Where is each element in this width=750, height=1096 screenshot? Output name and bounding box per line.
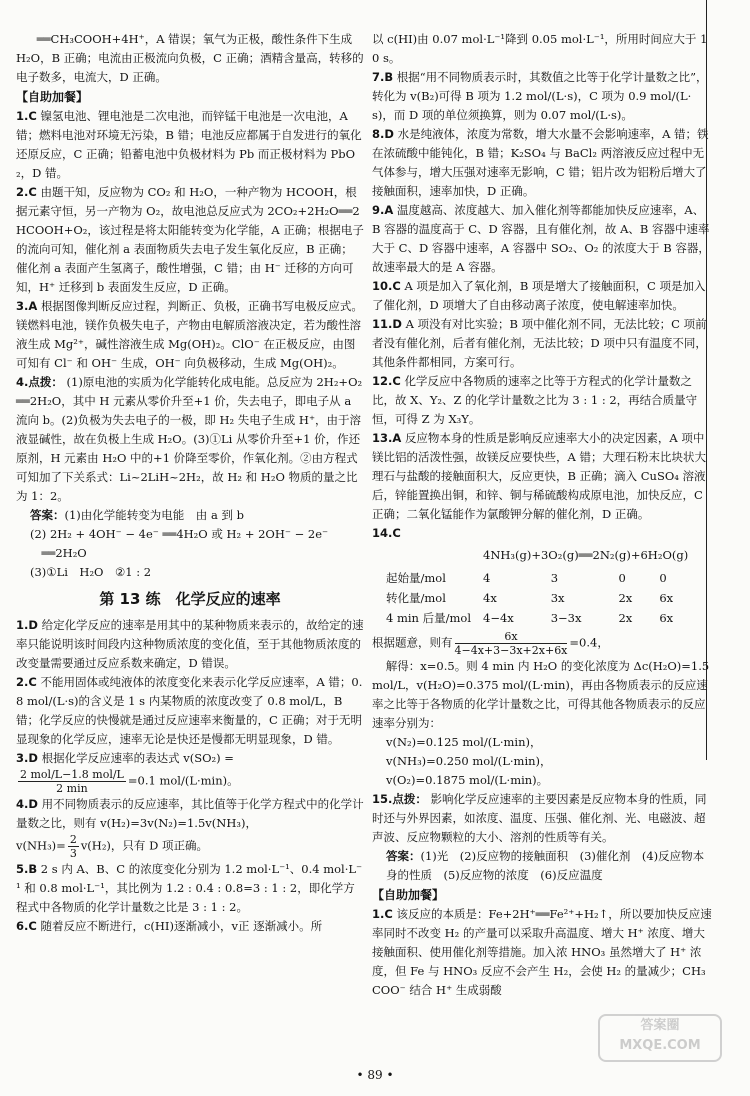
table-cell: 0 — [618, 571, 626, 585]
item15-text: 影响化学反应速率的主要因素是反应物本身的性质，同时还与外界因素，如浓度、温度、压强、催化剂、光、电磁波、超声波、反应物颗粒的大小、溶剂的性质等有关。 — [372, 792, 707, 844]
answer4 — [16, 506, 364, 525]
item3-num: 2 mol/L−1.8 mol/L — [20, 768, 124, 781]
right-item-number: 9.A — [372, 203, 394, 217]
item3-fraction — [18, 768, 126, 795]
answer4-line3: ══2H₂O — [30, 546, 87, 560]
left1-item — [16, 297, 364, 373]
table-row-label: 起始量/mol — [386, 571, 446, 585]
item5 — [16, 860, 364, 917]
items2-list — [16, 616, 364, 749]
item14-formula — [372, 630, 712, 657]
item4-post: v(H₂)，只有 D 项正确。 — [80, 838, 208, 853]
left1-item-text: 由题干知，反应物为 CO₂ 和 H₂O，一种产物为 HCOOH，根据元素守恒，另一产物为 O₂，故电池总反应式为 2CO₂+2H₂O══2HCOOH+O₂，该过程是将太阳能转变为化学能，A 正确；根据电子的流向可知，催化剂 a 表面物质失去电子发生氧化反应，B 正确；催化剂 a 表面产生氢离子，酸性增强，C 错；由 H⁻ 迁移的方向可知，H⁺ 迁移到 b 表面发生反应，D 正确。 — [16, 185, 364, 294]
left1-item — [16, 107, 364, 183]
right-item-number: 8.D — [372, 127, 394, 141]
item3-text: 根据化学反应速率的表达式 v(SO₂) = — [41, 751, 234, 765]
right-item — [372, 277, 712, 315]
table-cell: 3−3x — [550, 611, 582, 625]
right-item — [372, 125, 712, 201]
answer15-label: 答案： — [386, 849, 421, 863]
table-cell: 4−4x — [483, 611, 514, 625]
bottom-item-text: 该反应的本质是：Fe+2H⁺══Fe²⁺+H₂↑，所以要加快反应速率同时不改变 H₂ 的产量可以采取升高温度、增大 H⁺ 浓度、增大接触面积、使用催化剂等措施。加入浓 HNO₃ 虽然增大了 H⁺ 浓度，但 Fe 与 HNO₃ 反应不会产生 H₂，会使 H₂ 的量减少；CH₃COO⁻ 结合 H⁺ 生成弱酸 — [372, 907, 712, 997]
right-item-text: 反应物本身的性质是影响反应速率大小的决定因素，A 项中镁比铝的活泼性强，故镁反应要快些，A 错；大理石粉末比块状大理石与盐酸的接触面积大，反应更快，B 正确；滴入 CuSO₄ 溶液后，锌能置换出铜，和锌、铜与稀硫酸构成原电池，加快反应，C 正确；二氧化锰能作为氯酸钾分解的催化剂，D 正确。 — [372, 431, 706, 521]
right-item-text: 温度越高、浓度越大、加入催化剂等都能加快反应速率，A、B 容器的温度高于 C、D 容器，且有催化剂，故 A、B 容器中速率大于 C、D 容器中速率，A 容器中 SO₂、O₂ 的浓度大于 B 容器，故速率最大的是 A 容器。 — [372, 203, 710, 274]
item6-text: 随着反应不断进行，c(HI)逐渐减小，v正 逐渐减小。所 — [40, 919, 323, 933]
left-column — [16, 30, 364, 936]
table-cell: 4 — [483, 571, 491, 585]
bottom-item-number: 1.C — [372, 907, 393, 921]
item14-fraction — [455, 630, 568, 657]
item4-text: 用不同物质表示的反应速率，其比值等于化学方程式中的化学计量数之比，则有 v(H₂)=3v(N₂)=1.5v(NH₃)， — [16, 797, 364, 830]
watermark-line1: 答案圈 — [640, 1018, 680, 1033]
table-cell: 2x — [618, 591, 633, 605]
table-body — [382, 568, 696, 628]
items1-list — [16, 107, 364, 506]
table-row — [382, 608, 696, 628]
table-row — [382, 568, 696, 588]
watermark-line2: MXQE.COM — [619, 1038, 701, 1053]
right-item — [372, 315, 712, 372]
item14-after-4: v(O₂)=0.1875 mol/(L·min)。 — [386, 773, 549, 787]
right-item — [372, 372, 712, 429]
right-items-list — [372, 30, 712, 524]
item3-number: 3.D — [16, 751, 38, 765]
table-row — [382, 588, 696, 608]
item4-num: 2 — [69, 833, 77, 846]
table-row-label: 4 min 后量/mol — [386, 611, 471, 625]
table-cell: 4x — [483, 591, 497, 605]
right-item-text: 化学反应中各物质的速率之比等于方程式的化学计量数之比，故 X、Y₂、Z 的化学计量数之比为 3 : 1 : 2，再结合质量守恒，可得 Z 为 X₃Y。 — [372, 374, 698, 426]
right-item-text: A 项是加入了氧化剂，B 项是增大了接触面积，C 项是加入了催化剂，D 项增大了自由移动离子浓度，使电解速率加快。 — [372, 279, 706, 312]
item6-number: 6.C — [16, 919, 37, 933]
item15-number: 15.点拨： — [372, 792, 427, 806]
answer4-line1: (1)由化学能转变为电能 由 a 到 b — [64, 508, 244, 522]
section-title: 第 13 练 化学反应的速率 — [99, 590, 281, 608]
item5-number: 5.B — [16, 862, 38, 876]
left1-item-number: 4.点拨： — [16, 375, 63, 389]
item4-number: 4.D — [16, 797, 38, 811]
item14-den: 4−4x+3−3x+2x+6x — [454, 644, 568, 657]
left2-item-text: 给定化学反应的速率是用其中的某种物质来表示的，故给定的速率只能说明该时间段内这种物质浓度的变化值，至于其他物质浓度的改变量需要通过反应系数来确定，D 错误。 — [16, 618, 364, 670]
answer4-line4: (3)①Li H₂O ②1 : 2 — [30, 565, 152, 579]
item14-post: =0.4， — [569, 635, 609, 650]
table-cell: 6x — [659, 611, 674, 625]
item3 — [16, 749, 364, 768]
left1-item — [16, 183, 364, 297]
item4-formula — [16, 833, 364, 860]
item5-text: 2 s 内 A、B、C 的浓度变化分别为 1.2 mol·L⁻¹、0.4 mol·L⁻¹ 和 0.8 mol·L⁻¹，其比例为 1.2 : 0.4 : 0.8=3 : 1 : 2，即化学方程式中各物质的化学计量数之比是 3 : 1 : 2。 — [16, 862, 363, 914]
answer15 — [372, 847, 712, 885]
table-cell: 3 — [550, 571, 559, 585]
right-item-text: 根据“用不同物质表示时，其数值之比等于化学计量数之比”，转化为 v(B₂)可得 B 项为 1.2 mol/(L·s)，C 项为 0.9 mol/(L·s)，而 D 项的单位须换算，则为 0.07 mol/(L·s)。 — [372, 70, 708, 122]
item4-pre: v(NH₃)= — [16, 838, 66, 853]
section-header-zizhu-2: 【自助加餐】 — [372, 888, 445, 902]
right-item-text: A 项没有对比实验；B 项中催化剂不同，无法比较；C 项前者没有催化剂，后者有催化剂，无法比较；D 项中只有温度不同，其他条件都相同，方案可行。 — [372, 317, 707, 369]
right-item-number: 11.D — [372, 317, 402, 331]
right-item — [372, 68, 712, 125]
left2-item-number: 2.C — [16, 675, 37, 689]
table-row-label: 转化量/mol — [386, 591, 446, 605]
page-number: • 89 • — [356, 1068, 394, 1082]
item14-num: 6x — [455, 630, 568, 644]
right-item-text: 水是纯液体，浓度为常数，增大水量不会影响速率，A 错；铁在浓硫酸中能钝化，B 错；K₂SO₄ 与 BaCl₂ 两溶液反应过程中无气体参与，增大压强对速率无影响，C 错；铝片改为铝粉后增大了接触面积，速率加快，D 正确。 — [372, 127, 709, 198]
right-item — [372, 201, 712, 277]
table-equation: 4NH₃(g)+3O₂(g)══2N₂(g)+6H₂O(g) — [483, 548, 689, 562]
right-item-number: 7.B — [372, 70, 394, 84]
left1-item-number: 1.C — [16, 109, 37, 123]
answer15-text: (1)光 (2)反应物的接触面积 (3)催化剂 (4)反应物本身的性质 (5)反应物的浓度 (6)反应温度 — [386, 849, 705, 882]
item4 — [16, 795, 364, 833]
item6 — [16, 917, 364, 936]
table-cell: 2x — [618, 611, 633, 625]
item3-formula — [16, 768, 364, 795]
table-cell: 6x — [659, 591, 674, 605]
section-header-zizhu: 【自助加餐】 — [16, 90, 89, 104]
table-cell: 3x — [550, 591, 565, 605]
intro-text: ══CH₃COOH+4H⁺，A 错误；氧气为正极，酸性条件下生成 H₂O，B 正确；电流由正极流向负极，C 正确；酒精含量高，转移的电子数多，电流大，D 正确。 — [16, 32, 364, 84]
right-column — [372, 30, 712, 1000]
left2-item — [16, 616, 364, 673]
left1-item — [16, 373, 364, 506]
item3-den: 2 min — [56, 782, 88, 795]
left1-item-text: 根据图像判断反应过程，判断正、负极，正确书写电极反应式。镁燃料电池，镁作负极失电子，产物由电解质溶液决定，若为酸性溶液生成 Mg²⁺，碱性溶液生成 Mg(OH)₂。ClO⁻ 在正极反应，由图可知有 Cl⁻ 和 OH⁻ 生成，OH⁻ 向负极移动，生成 Mg(OH)₂。 — [16, 299, 363, 370]
answer-label: 答案： — [30, 508, 65, 522]
item14-number: 14.C — [372, 526, 401, 540]
right-item-number: 13.A — [372, 431, 402, 445]
right-item — [372, 30, 712, 68]
right-item-number: 12.C — [372, 374, 401, 388]
item14-after-1: 解得：x=0.5。则 4 min 内 H₂O 的变化浓度为 Δc(H₂O)=1.5 mol/L，v(H₂O)=0.375 mol/(L·min)，再由各物质表示的反应速率之比等于各物质的化学计量数之比，可得其他各物质表示的反应速率分别为： — [372, 659, 710, 730]
item4-fraction — [68, 833, 79, 860]
table-cell: 0 — [659, 571, 667, 585]
item14-pre: 根据题意，则有 — [372, 635, 453, 650]
left2-item — [16, 673, 364, 749]
bottom-item — [372, 905, 712, 1000]
item4-den: 3 — [69, 847, 77, 860]
item3-post: =0.1 mol/(L·min)。 — [127, 773, 239, 788]
item15 — [372, 790, 712, 847]
left2-item-number: 1.D — [16, 618, 38, 632]
answer4-line2: (2) 2H₂ + 4OH⁻ − 4e⁻ ══4H₂O 或 H₂ + 2OH⁻ − 2e⁻ — [30, 527, 329, 541]
watermark-logo — [598, 1014, 722, 1062]
item14 — [372, 524, 712, 543]
item14-after-3: v(NH₃)=0.250 mol/(L·min)， — [386, 754, 552, 768]
right-item — [372, 429, 712, 524]
right-item-text: 以 c(HI)由 0.07 mol·L⁻¹降到 0.05 mol·L⁻¹，所用时间应大于 10 s。 — [372, 32, 708, 65]
item14-after-2: v(N₂)=0.125 mol/(L·min)， — [386, 735, 542, 749]
right-item-number: 10.C — [372, 279, 401, 293]
left1-item-text: 镍氢电池、锂电池是二次电池，而锌锰干电池是一次电池，A 错；燃料电池对环境无污染，B 错；电池反应都属于自发进行的氧化还原反应，C 正确；铅蓄电池中负极材料为 Pb 而正极材料为 PbO₂，D 错。 — [16, 109, 362, 180]
left1-item-number: 3.A — [16, 299, 38, 313]
equilibrium-table — [382, 545, 696, 628]
left1-item-number: 2.C — [16, 185, 37, 199]
left2-item-text: 不能用固体或纯液体的浓度变化来表示化学反应速率，A 错；0.8 mol/(L·s)的含义是 1 s 内某物质的浓度改变了 0.8 mol/L，B 错；化学反应的快慢就是通过反应速率来衡量的，C 正确；对于无明显现象的化学反应，速率无论是快还是慢都无明显现象，D 错。 — [16, 675, 363, 746]
left1-item-text: (1)原电池的实质为化学能转化成电能。总反应为 2H₂+O₂══2H₂O，其中 H 元素从零价升至+1 价，失去电子，即电子从 a 流向 b。(2)负极为失去电子的一极，即 H₂ 失电子生成 H⁺，由于溶液显碱性，故在负极上生成 H₂O。(3)①Li 从零价升至+1 价，作还原剂，H 元素由 H₂O 中的+1 价降至零价，作氧化剂。②由方程式可知加了下关系式：Li~2LiH~2H₂，故 H₂ 和 H₂O 物质的量之比为 1：2。 — [16, 375, 363, 503]
